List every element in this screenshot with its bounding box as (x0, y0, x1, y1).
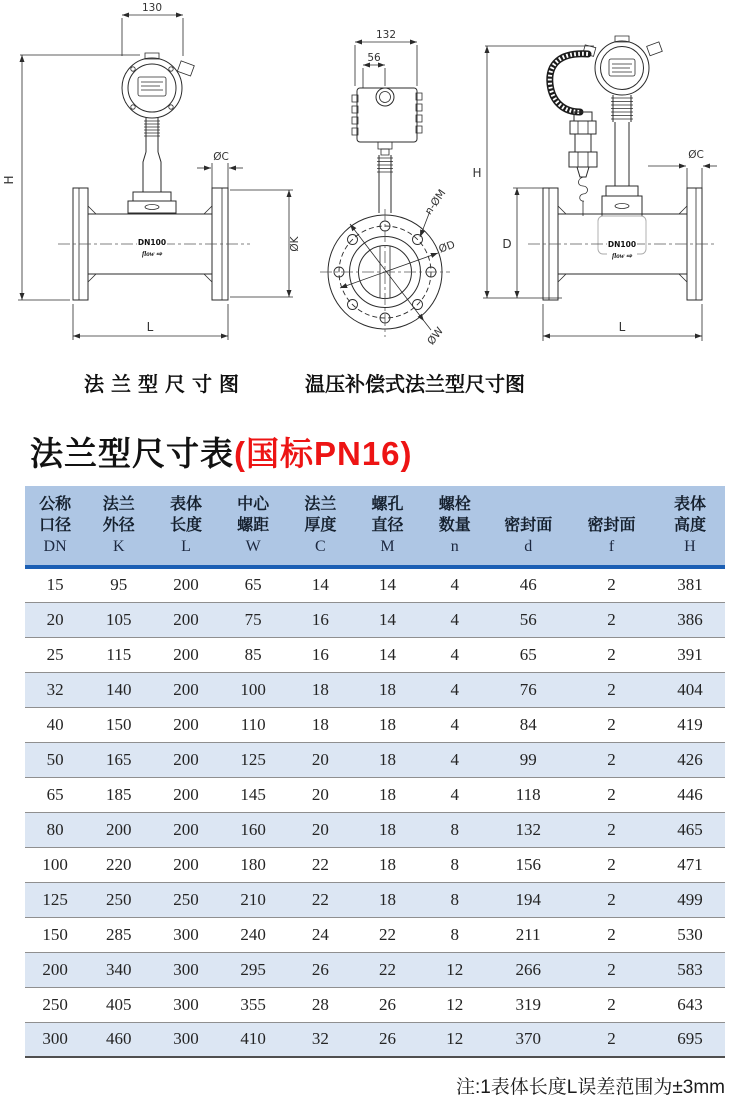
dim-label-length-2: L (618, 320, 626, 334)
dim-label-bolt-circle: ØW (425, 325, 447, 348)
table-cell: 8 (421, 917, 488, 952)
section-title (30, 428, 413, 475)
dim-label-housing-offset: 56 (367, 52, 381, 64)
dim-label-height: H (2, 175, 16, 185)
table-cell: 28 (287, 987, 354, 1022)
table-cell: 22 (287, 882, 354, 917)
table-cell: 115 (85, 637, 152, 672)
dim-label-length: L (146, 320, 154, 334)
column-header-H: 表体 高度 H (655, 486, 725, 567)
table-cell: 194 (488, 882, 568, 917)
table-cell: 2 (568, 707, 655, 742)
table-cell: 14 (354, 602, 421, 637)
table-row (25, 1022, 725, 1057)
table-cell: 14 (354, 567, 421, 602)
table-row (25, 672, 725, 707)
table-cell: 8 (421, 847, 488, 882)
table-cell: 18 (354, 777, 421, 812)
table-cell: 240 (220, 917, 287, 952)
table-cell: 200 (152, 847, 219, 882)
column-header-L: 表体 长度 L (152, 486, 219, 567)
table-cell: 20 (287, 742, 354, 777)
table-cell: 20 (287, 777, 354, 812)
table-cell: 18 (287, 672, 354, 707)
table-cell: 2 (568, 812, 655, 847)
meter-size-label: DN100 (137, 238, 167, 247)
table-cell: 20 (25, 602, 85, 637)
table-cell: 250 (85, 882, 152, 917)
table-cell: 295 (220, 952, 287, 987)
flow-direction-label: flow ⇨ (141, 250, 163, 258)
table-cell: 26 (354, 987, 421, 1022)
table-cell: 404 (655, 672, 725, 707)
table-cell: 100 (25, 847, 85, 882)
table-cell: 18 (354, 882, 421, 917)
column-header-f: 密封面 f (568, 486, 655, 567)
table-cell: 125 (220, 742, 287, 777)
table-cell: 391 (655, 637, 725, 672)
table-cell: 200 (85, 812, 152, 847)
table-cell: 16 (287, 602, 354, 637)
compensated-type-drawing (472, 36, 717, 341)
table-cell: 16 (287, 637, 354, 672)
section-title-main: 法兰型尺寸表 (30, 435, 234, 472)
table-cell: 99 (488, 742, 568, 777)
column-header-d: 密封面 d (488, 486, 568, 567)
table-cell: 4 (421, 672, 488, 707)
table-cell: 125 (25, 882, 85, 917)
flange-type-drawing (2, 2, 301, 340)
table-cell: 695 (655, 1022, 725, 1057)
table-cell: 285 (85, 917, 152, 952)
table-cell: 4 (421, 707, 488, 742)
table-cell: 15 (25, 567, 85, 602)
table-cell: 220 (85, 847, 152, 882)
table-cell: 200 (152, 777, 219, 812)
table-cell: 160 (220, 812, 287, 847)
table-cell: 4 (421, 567, 488, 602)
table-cell: 266 (488, 952, 568, 987)
table-cell: 18 (354, 812, 421, 847)
table-cell: 2 (568, 987, 655, 1022)
dim-label-body-height: D (502, 237, 512, 251)
table-cell: 381 (655, 567, 725, 602)
table-cell: 185 (85, 777, 152, 812)
table-cell: 2 (568, 637, 655, 672)
table-cell: 2 (568, 952, 655, 987)
table-cell: 499 (655, 882, 725, 917)
table-row (25, 567, 725, 602)
table-cell: 465 (655, 812, 725, 847)
table-cell: 46 (488, 567, 568, 602)
table-cell: 2 (568, 882, 655, 917)
table-cell: 26 (287, 952, 354, 987)
table-cell: 583 (655, 952, 725, 987)
table-cell: 118 (488, 777, 568, 812)
table-row (25, 952, 725, 987)
column-header-M: 螺孔 直径 M (354, 486, 421, 567)
table-cell: 12 (421, 987, 488, 1022)
meter-size-label-2: DN100 (607, 240, 637, 249)
dim-label-height-2: H (472, 166, 482, 180)
section-title-standard: (国标PN16) (234, 435, 413, 472)
technical-drawings (0, 0, 750, 362)
table-row (25, 882, 725, 917)
column-header-K: 法兰 外径 K (85, 486, 152, 567)
table-cell: 145 (220, 777, 287, 812)
dim-label-bore: ØD (437, 238, 457, 256)
column-header-W: 中心 螺距 W (220, 486, 287, 567)
table-row (25, 602, 725, 637)
table-cell: 386 (655, 602, 725, 637)
table-cell: 426 (655, 742, 725, 777)
table-cell: 410 (220, 1022, 287, 1057)
table-cell: 446 (655, 777, 725, 812)
table-cell: 12 (421, 1022, 488, 1057)
table-cell: 300 (152, 952, 219, 987)
table-cell: 85 (220, 637, 287, 672)
table-cell: 50 (25, 742, 85, 777)
table-cell: 22 (287, 847, 354, 882)
table-cell: 150 (85, 707, 152, 742)
table-cell: 18 (354, 672, 421, 707)
table-cell: 211 (488, 917, 568, 952)
table-cell: 40 (25, 707, 85, 742)
table-cell: 18 (354, 847, 421, 882)
table-cell: 4 (421, 742, 488, 777)
table-cell: 20 (287, 812, 354, 847)
table-cell: 150 (25, 917, 85, 952)
table-cell: 32 (287, 1022, 354, 1057)
table-cell: 210 (220, 882, 287, 917)
table-cell: 405 (85, 987, 152, 1022)
table-cell: 156 (488, 847, 568, 882)
table-cell: 4 (421, 777, 488, 812)
table-row (25, 917, 725, 952)
table-cell: 65 (220, 567, 287, 602)
table-row (25, 707, 725, 742)
table-cell: 250 (25, 987, 85, 1022)
table-cell: 419 (655, 707, 725, 742)
table-cell: 200 (25, 952, 85, 987)
table-cell: 80 (25, 812, 85, 847)
table-cell: 75 (220, 602, 287, 637)
table-cell: 4 (421, 602, 488, 637)
table-cell: 340 (85, 952, 152, 987)
table-cell: 200 (152, 602, 219, 637)
table-cell: 18 (287, 707, 354, 742)
dim-label-flange-thickness-2: ØC (688, 149, 704, 161)
table-cell: 165 (85, 742, 152, 777)
table-cell: 370 (488, 1022, 568, 1057)
table-cell: 100 (220, 672, 287, 707)
table-cell: 200 (152, 672, 219, 707)
table-note: 注:1表体长度L误差范围为±3mm (455, 1077, 725, 1098)
table-cell: 300 (152, 917, 219, 952)
table-cell: 12 (421, 952, 488, 987)
column-header-C: 法兰 厚度 C (287, 486, 354, 567)
dim-label-top-width: 130 (141, 2, 163, 14)
table-cell: 2 (568, 742, 655, 777)
table-cell: 200 (152, 637, 219, 672)
column-header-n: 螺栓 数量 n (421, 486, 488, 567)
table-cell: 22 (354, 917, 421, 952)
table-cell: 14 (287, 567, 354, 602)
dim-label-flange-thickness: ØC (213, 151, 229, 163)
table-cell: 65 (488, 637, 568, 672)
table-cell: 319 (488, 987, 568, 1022)
table-cell: 460 (85, 1022, 152, 1057)
table-body (25, 567, 725, 1057)
table-row (25, 812, 725, 847)
flow-direction-label-2: flow ⇨ (611, 252, 633, 260)
column-header-DN: 公称 口径 DN (25, 486, 85, 567)
table-row (25, 637, 725, 672)
table-cell: 471 (655, 847, 725, 882)
table-cell: 200 (152, 567, 219, 602)
compensated-drawing-caption: 温压补偿式法兰型尺寸图 (305, 374, 525, 396)
dim-label-bolt-holes: n-ØM (422, 187, 449, 218)
table-cell: 4 (421, 637, 488, 672)
table-cell: 140 (85, 672, 152, 707)
table-cell: 2 (568, 847, 655, 882)
dim-label-flange-od: ØK (289, 236, 301, 252)
table-cell: 56 (488, 602, 568, 637)
table-cell: 355 (220, 987, 287, 1022)
table-cell: 14 (354, 637, 421, 672)
table-cell: 2 (568, 602, 655, 637)
table-cell: 26 (354, 1022, 421, 1057)
table-cell: 200 (152, 707, 219, 742)
dim-label-housing-width: 132 (375, 29, 397, 41)
table-cell: 18 (354, 742, 421, 777)
table-cell: 76 (488, 672, 568, 707)
table-row (25, 777, 725, 812)
table-cell: 2 (568, 672, 655, 707)
table-cell: 65 (25, 777, 85, 812)
table-cell: 250 (152, 882, 219, 917)
table-cell: 95 (85, 567, 152, 602)
table-header-row (25, 486, 725, 567)
table-cell: 84 (488, 707, 568, 742)
table-cell: 300 (25, 1022, 85, 1057)
table-cell: 22 (354, 952, 421, 987)
table-cell: 2 (568, 567, 655, 602)
table-cell: 530 (655, 917, 725, 952)
table-cell: 2 (568, 1022, 655, 1057)
flange-drawing-caption: 法兰型尺寸图 (84, 374, 246, 396)
table-cell: 2 (568, 777, 655, 812)
table-cell: 200 (152, 742, 219, 777)
table-cell: 105 (85, 602, 152, 637)
table-cell: 18 (354, 707, 421, 742)
table-cell: 8 (421, 812, 488, 847)
table-cell: 110 (220, 707, 287, 742)
table-cell: 24 (287, 917, 354, 952)
table-row (25, 847, 725, 882)
flange-face-view (320, 29, 457, 347)
table-cell: 8 (421, 882, 488, 917)
table-row (25, 742, 725, 777)
table-cell: 2 (568, 917, 655, 952)
dimension-table (25, 486, 725, 1058)
table-cell: 643 (655, 987, 725, 1022)
table-cell: 25 (25, 637, 85, 672)
table-cell: 200 (152, 812, 219, 847)
table-cell: 180 (220, 847, 287, 882)
table-row (25, 987, 725, 1022)
table-cell: 32 (25, 672, 85, 707)
table-cell: 132 (488, 812, 568, 847)
table-cell: 300 (152, 987, 219, 1022)
table-cell: 300 (152, 1022, 219, 1057)
